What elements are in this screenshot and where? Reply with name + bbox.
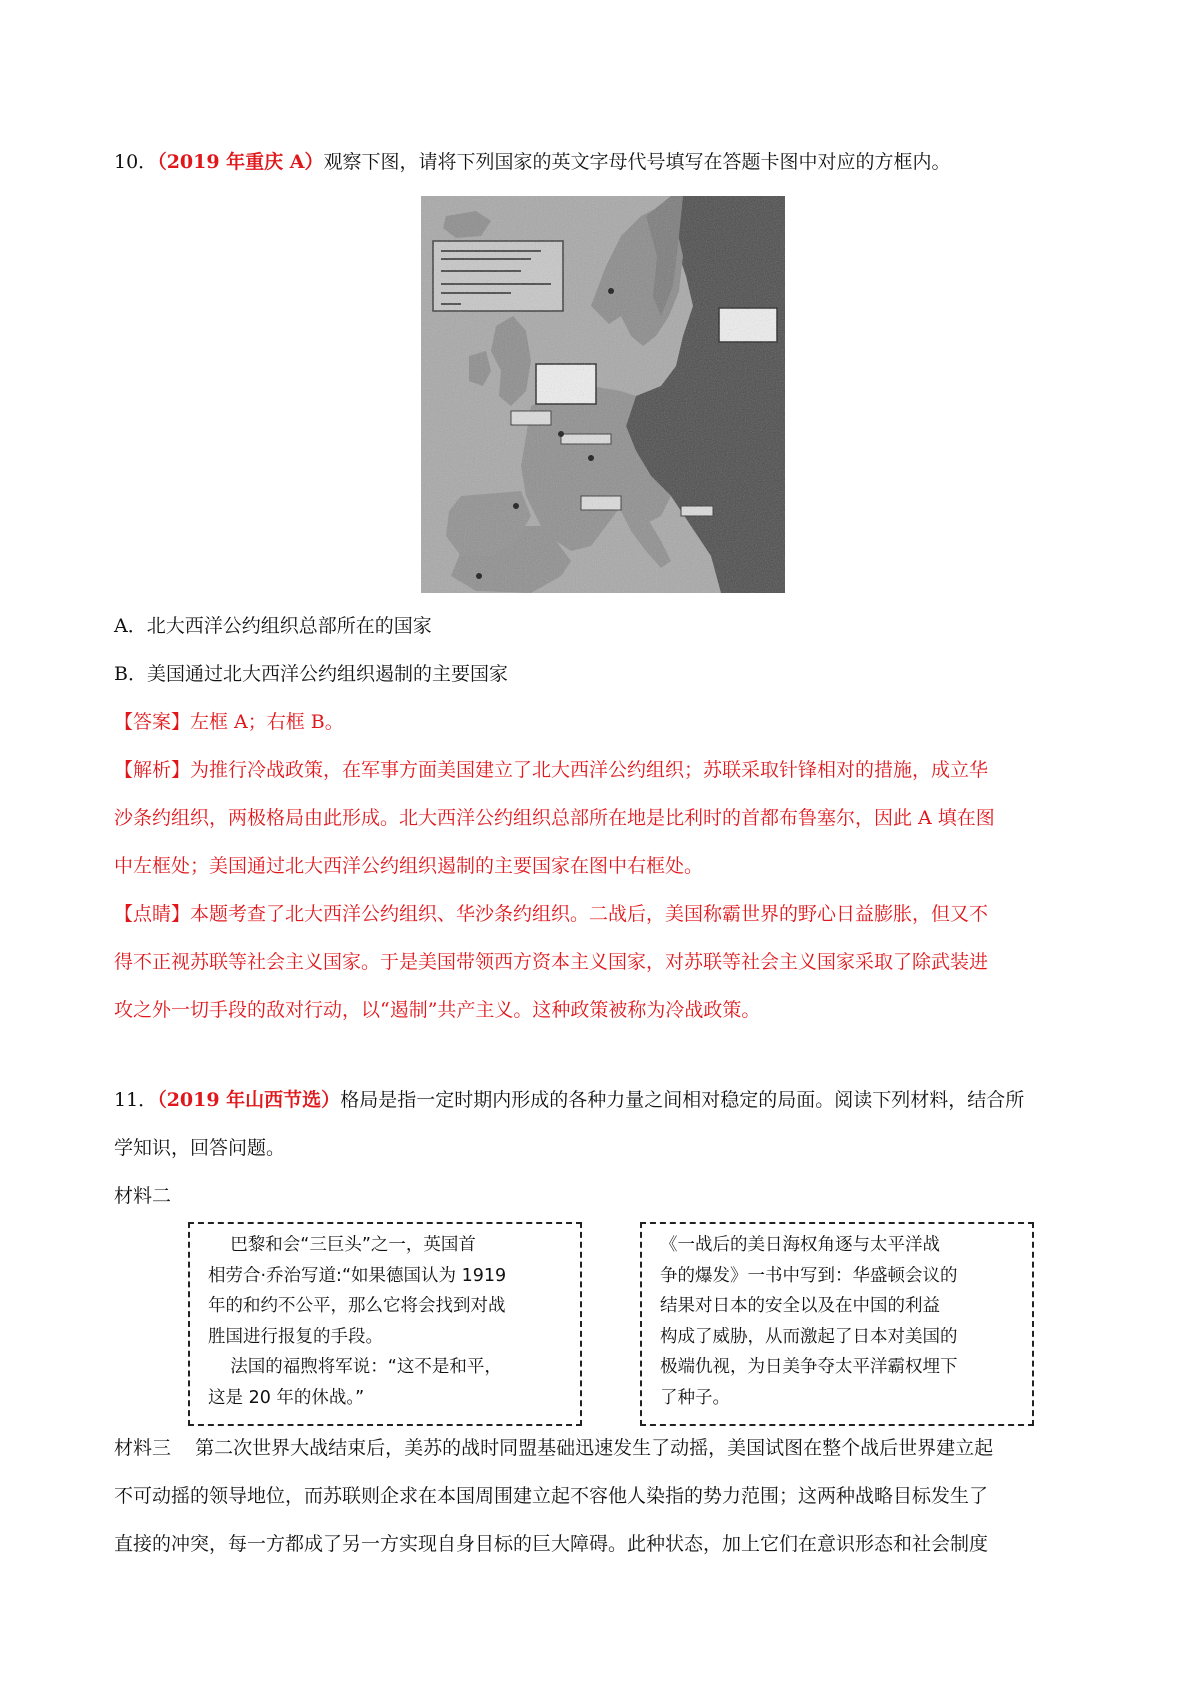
q11-source: （2019 年山西节选） [157,1089,341,1111]
box-right-line: 了种子。 [660,1387,730,1408]
q10-number: 10． [114,151,158,173]
q10-comment-line: 【点睛】本题考查了北大西洋公约组织、华沙条约组织。二战后，美国称霸世界的野心日益膨胀，但又不 [114,903,989,925]
box-left-line: 年的和约不公平，那么它将会找到对战 [208,1296,506,1316]
q10-stem: 观察下图，请将下列国家的英文字母代号填写在答题卡图中对应的方框内。 [323,151,951,173]
material2-box-right [640,1222,1034,1426]
q10-option-a: A．北大西洋公约组织总部所在的国家 [114,615,432,637]
q11-material2-label: 材料二 [114,1185,172,1207]
box-right-line: 结果对日本的安全以及在中国的利益 [660,1296,940,1316]
q10-analysis-line: 【解析】为推行冷战政策，在军事方面美国建立了北大西洋公约组织；苏联采取针锋相对的措施，成立华 [114,759,989,781]
q11-material3-line: 材料三 第二次世界大战结束后，美苏的战时同盟基础迅速发生了动摇，美国试图在整个战后世界建立起 [114,1437,994,1459]
q10-answer: 【答案】左框 A；右框 B。 [114,711,344,733]
box-left-line: 这是 20 年的休战。” [208,1387,365,1408]
q11-stem-line2: 学知识，回答问题。 [114,1137,286,1159]
box-left-line: 法国的福煦将军说：“这不是和平， [208,1357,502,1377]
q10-analysis-line: 沙条约组织，两极格局由此形成。北大西洋公约组织总部所在地是比利时的首都布鲁塞尔，因此 A 填在图 [114,807,995,829]
q11-stem-line [114,1088,1024,1112]
q10-option-b: B．美国通过北大西洋公约组织遏制的主要国家 [114,663,508,685]
q11-material3-line: 不可动摇的领导地位，而苏联则企求在本国周围建立起不容他人染指的势力范围；这两种战略目标发生了 [114,1485,989,1507]
material2-box-left [188,1222,582,1426]
q10-stem-line [114,150,951,174]
box-right-line: 争的爆发》一书中写到：华盛顿会议的 [660,1265,958,1286]
q10-source: （2019 年重庆 A） [157,151,324,173]
box-left-line: 相劳合·乔治写道:“如果德国认为 1919 [208,1265,507,1286]
box-right-line: 构成了威胁，从而激起了日本对美国的 [660,1326,958,1347]
box-left-line: 胜国进行报复的手段。 [208,1326,383,1347]
q11-stem: 格局是指一定时期内形成的各种力量之间相对稳定的局面。阅读下列材料，结合所 [340,1089,1025,1111]
q10-comment-line: 得不正视苏联等社会主义国家。于是美国带领西方资本主义国家，对苏联等社会主义国家采取了除武装进 [114,951,989,973]
q11-number: 11． [114,1089,158,1111]
q10-analysis-line: 中左框处；美国通过北大西洋公约组织遏制的主要国家在图中右框处。 [114,855,704,877]
q11-material3-line: 直接的冲突，每一方都成了另一方实现自身目标的巨大障碍。此种状态，加上它们在意识形态和社会制度 [114,1533,989,1555]
box-left-line: 巴黎和会“三巨头”之一，英国首 [208,1235,476,1255]
q10-comment-line: 攻之外一切手段的敌对行动，以“遏制”共产主义。这种政策被称为冷战政策。 [114,999,761,1021]
box-right-line: 《一战后的美日海权角逐与太平洋战 [660,1235,940,1255]
europe-map-graphic [421,196,785,593]
box-right-line: 极端仇视，为日美争夺太平洋霸权埋下 [660,1357,958,1377]
europe-map-image [421,196,785,593]
